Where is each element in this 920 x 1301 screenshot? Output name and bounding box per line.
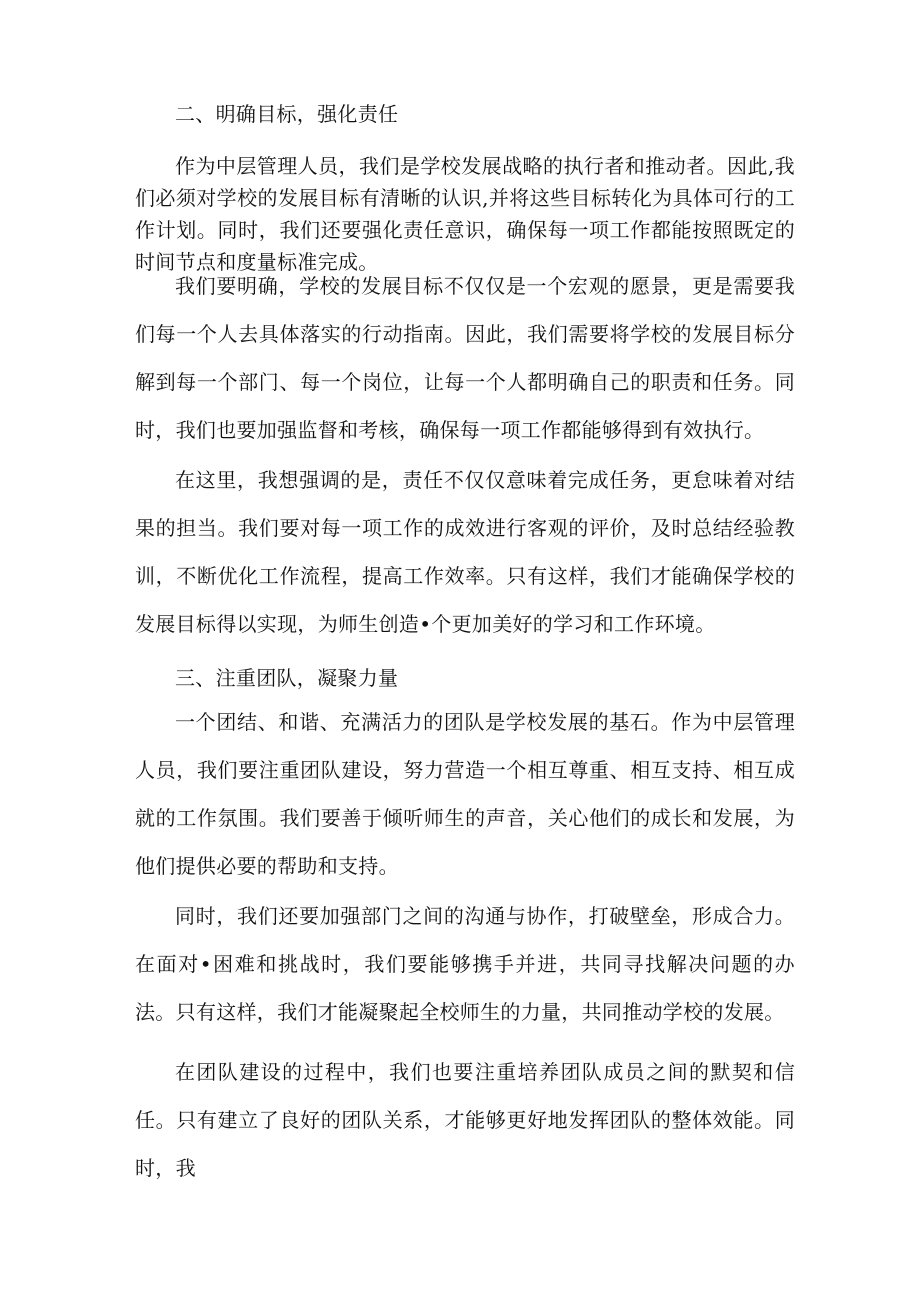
paragraph-2-2: 我们要明确，学校的发展目标不仅仅是一个宏观的愿景，更是需要我们每一个人去具体落实的行动指南。因此，我们需要将学校的发展目标分解到每一个部门、每一个岗位，让每一个人都明确自己的职责和任务。同时，我们也要加强监督和考核，确保每一项工作都能够得到有效执行。 [135, 274, 795, 442]
section-heading-2: 二、明确目标，强化责任 [175, 102, 399, 126]
paragraph-2-1: 作为中层管理人员，我们是学校发展战略的执行者和推动者。因此,我们必须对学校的发展目标有清晰的认识,并将这些目标转化为具体可行的工作计划。同时，我们还要强化责任意识，确保每一项工作都能按照既定的时间节点和度量标准完成。 [135, 154, 795, 274]
paragraph-2-3: 在这里，我想强调的是，责任不仅仅意味着完成任务，更怠味着对结果的担当。我们要对每一项工作的成效进行客观的评价，及时总结经验教训，不断优化工作流程，提高工作效率。只有这样，我们才能确保学校的发展目标得以实现，为师生创造•个更加美好的学习和工作环境。 [135, 468, 795, 636]
paragraph-3-2: 同时，我们还要加强部门之间的沟通与协作，打破壁垒，形成合力。在面对•困难和挑战时，我们要能够携手并进，共同寻找解决问题的办法。只有这样，我们才能凝聚起全校师生的力量，共同推动学校的发展。 [135, 904, 795, 1024]
section-heading-3: 三、注重团队，凝聚力量 [175, 666, 399, 690]
paragraph-3-3: 在团队建设的过程中，我们也要注重培养团队成员之间的默契和信任。只有建立了良好的团队关系，才能够更好地发挥团队的整体效能。同时，我 [135, 1060, 795, 1180]
paragraph-3-1: 一个团结、和谐、充满活力的团队是学校发展的基石。作为中层管理人员，我们要注重团队建设，努力营造一个相互尊重、相互支持、相互成就的工作氛围。我们要善于倾听师生的声音，关心他们的成长和发展，为他们提供必要的帮助和支持。 [135, 710, 795, 878]
